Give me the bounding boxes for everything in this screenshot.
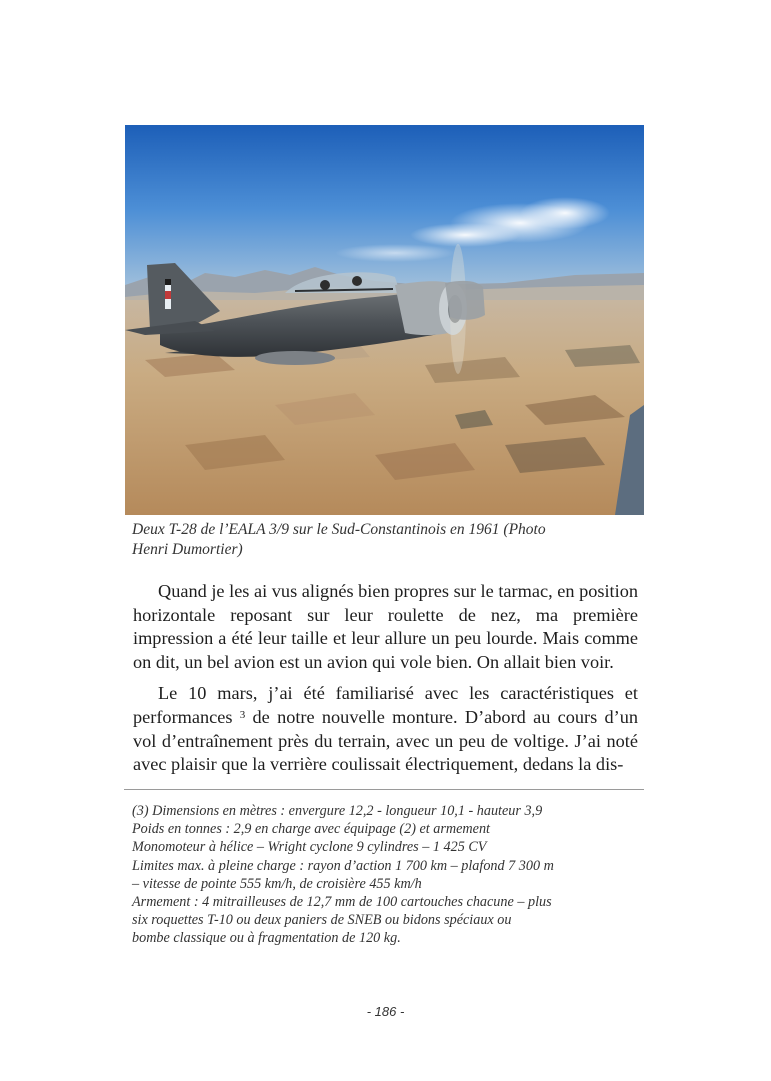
- caption-line: Deux T-28 de l’EALA 3/9 sur le Sud-Constantinois en 1961 (Photo: [132, 521, 546, 538]
- footnote-line: Poids en tonnes : 2,9 en charge avec équipage (2) et armement: [132, 821, 490, 838]
- paragraph: Quand je les ai vus alignés bien propres sur le tarmac, en position horizontale reposant sur leur roulette de nez, ma première impression a été leur taille et leur allure un peu lourde. Mais comme on dit, un bel avion est un avion qui vole bien. On allait bien voir.: [133, 581, 638, 672]
- footnote-line: (3) Dimensions en mètres : envergure 12,2 - longueur 10,1 - hauteur 3,9: [132, 803, 543, 819]
- footnote-reference: 3: [239, 708, 246, 721]
- footnote-line: six roquettes T-10 ou deux paniers de SNEB ou bidons spéciaux ou: [132, 912, 512, 929]
- footnote-line: Monomoteur à hélice – Wright cyclone 9 cylindres – 1 425 CV: [132, 839, 487, 856]
- footnote-line: bombe classique ou à fragmentation de 120 kg.: [132, 930, 401, 947]
- page-number: - 186 -: [366, 1004, 405, 1019]
- paragraph-text: Le 10 mars, j’ai été familiarisé avec les caractéristiques et performances: [133, 683, 638, 727]
- footnote-line: – vitesse de pointe 555 km/h, de croisière 455 km/h: [132, 875, 422, 892]
- footnote-divider: [124, 789, 644, 790]
- photo-caption: [132, 520, 642, 560]
- body-text: [133, 580, 638, 785]
- paragraph-text: de notre nouvelle monture. D’abord au cours d’un vol d’entraînement près du terrain, avec un peu de voltige. J’ai noté avec plaisir que la verrière coulissait électriquement, dedans la dis-: [133, 706, 638, 775]
- paragraph: [133, 682, 638, 776]
- footnote-line: Armement : 4 mitrailleuses de 12,7 mm de 100 cartouches chacune – plus: [132, 894, 552, 911]
- caption-line: Henri Dumortier): [132, 541, 243, 558]
- footnote: [132, 802, 644, 948]
- aircraft-photo: [125, 125, 644, 515]
- footnote-line: Limites max. à pleine charge : rayon d’action 1 700 km – plafond 7 300 m: [132, 857, 554, 874]
